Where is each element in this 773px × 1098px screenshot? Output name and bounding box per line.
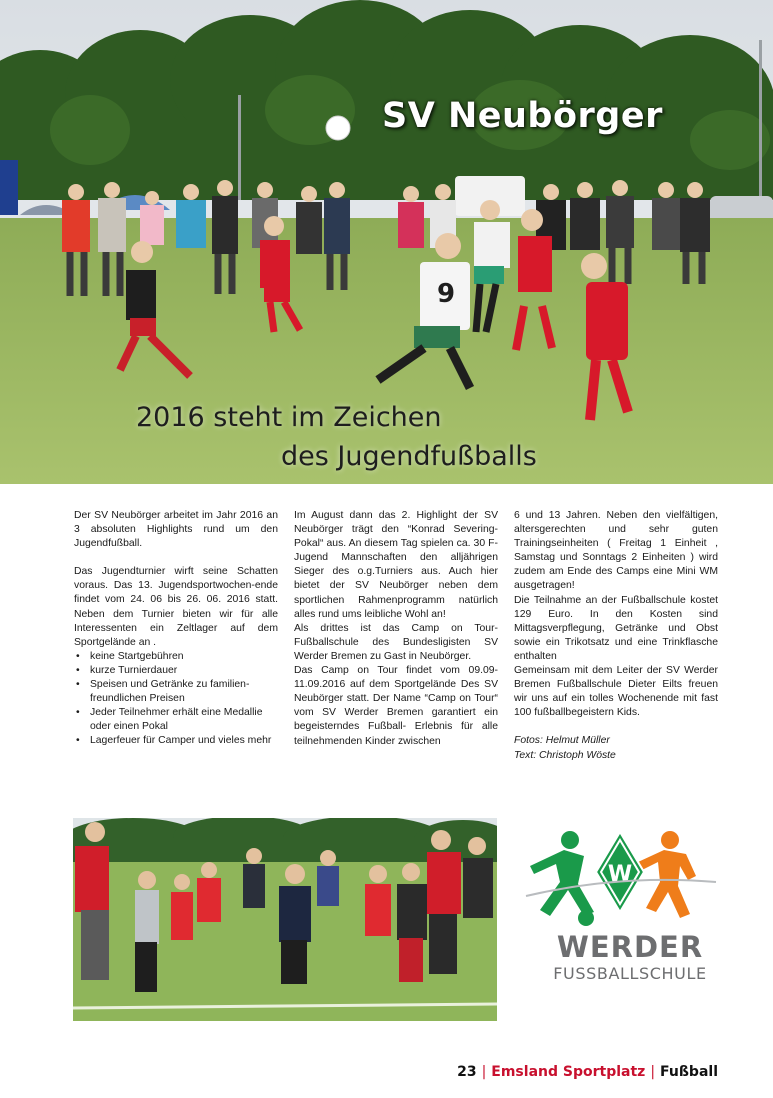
list-item: • Speisen und Getränke zu familien-freundlichen Preisen — [90, 678, 278, 706]
paragraph: Als drittes ist das Camp on Tour-Fußballschule des Bundesligisten SV Werder Bremen zu Gast in Neubörger. — [294, 622, 498, 662]
hero-photo — [0, 0, 773, 484]
paragraph: Der SV Neubörger arbeitet im Jahr 2016 an 3 absoluten Highlights rund um den Jugendfußball. — [74, 510, 278, 550]
credits — [514, 734, 718, 762]
emblem-letter: W — [607, 862, 633, 887]
feature-list — [74, 650, 278, 749]
photo-credit: Fotos: Helmut Müller — [514, 735, 610, 747]
page-title: SV Neubörger — [382, 96, 663, 136]
footer-separator: | — [481, 1064, 487, 1080]
footer-separator: | — [650, 1064, 656, 1080]
paragraph: Die Teilnahme an der Fußballschule kostet 129 Euro. In den Kosten sind Mittagsverpflegung, Getränke und Obst sowie ein Trikotsatz und eine Trinkflasche enthalten — [514, 594, 718, 662]
article-column-1 — [74, 509, 278, 749]
subtitle-line-2: des Jugendfußballs — [281, 441, 537, 472]
orange-player-icon — [661, 831, 679, 849]
section-name: Fußball — [660, 1064, 718, 1080]
logo-wordmark: WERDER — [556, 930, 704, 964]
group-photo-illustration — [73, 818, 497, 1021]
text-credit: Text: Christoph Wöste — [514, 749, 616, 761]
page-number: 23 — [457, 1064, 477, 1080]
article-column-3 — [514, 509, 718, 763]
list-item: • kurze Turnierdauer — [90, 664, 278, 678]
article-column-2 — [294, 509, 498, 749]
list-item: • keine Startgebühren — [90, 650, 278, 664]
logo-emblem — [520, 826, 720, 930]
jersey-number: 9 — [436, 279, 456, 309]
subtitle-line-1: 2016 steht im Zeichen — [136, 402, 442, 433]
page-footer — [457, 1064, 718, 1080]
group-photo — [73, 818, 497, 1021]
logo-subtitle: FUSSBALLSCHULE — [553, 964, 707, 983]
paragraph: Im August dann das 2. Highlight der SV Neubörger trägt den “Konrad Severing-Pokal“ aus. An diesem Tag spielen ca. 30 F-Jugend Mannschaften den alljährigen Sieger des o.g.Turniers aus. Auch hier bietet der SV Neubörger neben dem sportlichen Rahmenprogramm natürlich alles rund ums leibliche Wohl an! — [294, 510, 498, 620]
paragraph: Gemeinsam mit dem Leiter der SV Werder Bremen Fußballschule Dieter Eilts freuen wir uns auf ein tolles Wochenende mit fast 100 fußballbegeistern Kids. — [514, 665, 718, 719]
paragraph: Das Jugendturnier wirft seine Schatten voraus. Das 13. Jugendsportwochen-ende findet vom 24. 06 bis 26. 06. 2016 statt. Neben dem Turnier bieten wir für alle Interessenten ein Zeltlager auf dem Sportgelände an . — [74, 566, 278, 648]
magazine-name: Emsland Sportplatz — [491, 1064, 646, 1080]
paragraph: 6 und 13 Jahren. Neben den vielfältigen, altersgerechten und sehr guten Trainingseinheiten ( Freitag 1 Einheit , Samstag und Sonntags 2 Einheiten ) wird zudem am Ende des Camps eine Mini WM ausgetragen! — [514, 510, 718, 592]
list-item: • Lagerfeuer für Camper und vieles mehr — [90, 734, 278, 748]
list-item: • Jeder Teilnehmer erhält eine Medallie oder einen Pokal — [90, 706, 278, 734]
paragraph: Das Camp on Tour findet vom 09.09-11.09.2016 auf dem Sportgelände Des SV Neubörger statt. Der Name “Camp on Tour“ vom SV Werder Bremen garantiert ein begeisterndes Fußball- Erlebnis für alle teilnehmenden Kinder zwischen — [294, 665, 498, 747]
green-player-icon — [561, 831, 579, 849]
werder-fussballschule-logo — [520, 826, 720, 986]
